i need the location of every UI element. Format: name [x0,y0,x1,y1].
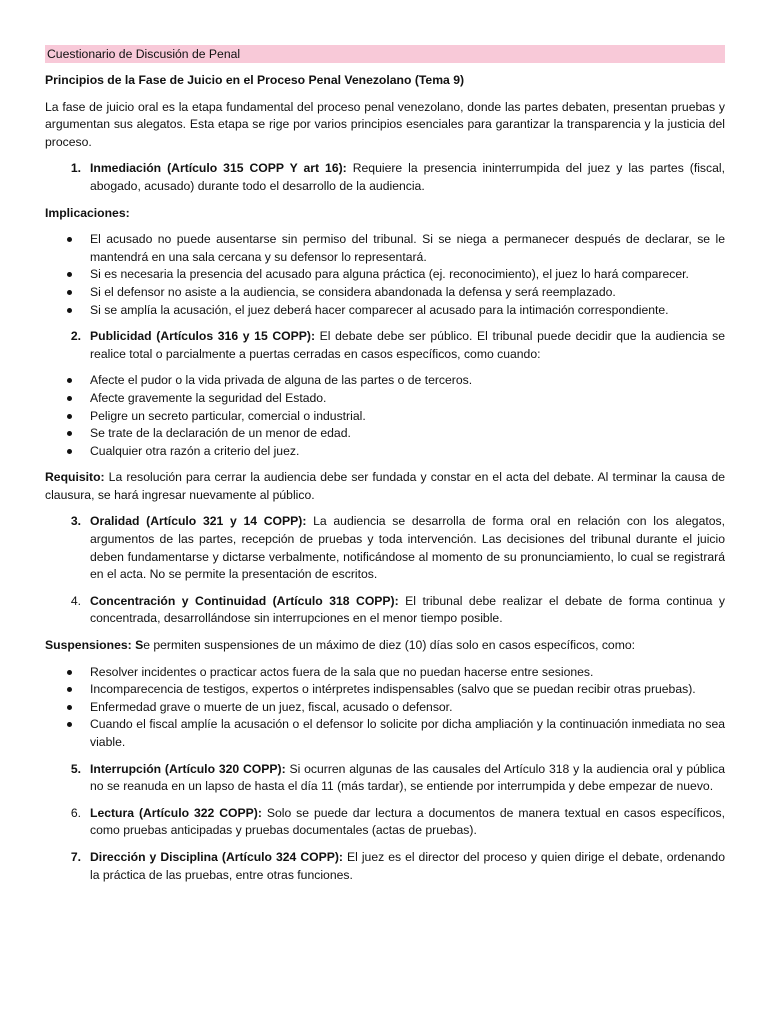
list-item: Si es necesaria la presencia del acusado para alguna práctica (ej. reconocimiento), el juez lo hará comparecer. [45,266,725,284]
bullet-icon [45,425,90,443]
item-text: Si ocurren algunas de las causales del Artículo 318 y la audiencia oral y pública no se reanuda en un lapso de hasta el día 11 (más tardar), se entiende por interrumpida y debe empezar de nuevo. [90,761,725,794]
item-text: Solo se puede dar lectura a documentos de manera textual en casos específicos, como pruebas anticipadas y pruebas documentales (actas de pruebas). [90,805,726,838]
list-item: Afecte gravemente la seguridad del Estado. [45,390,725,408]
document-title: Principios de la Fase de Juicio en el Proceso Penal Venezolano (Tema 9) [45,73,465,87]
bullet-icon [45,390,90,408]
bullet-icon [45,716,90,751]
item-number: 3. [70,514,81,529]
bullet-icon [45,284,90,302]
item-text: El tribunal debe realizar el debate de forma continua y concentrada, desarrollándose sin interrupciones en el menor tiempo posible. [90,593,725,626]
list-item: Cuando el fiscal amplíe la acusación o el defensor lo solicite por dicha ampliación y la continuación inmediata no sea viable. [45,716,725,751]
bullet-icon [45,372,90,390]
item-number: 6. [70,805,81,820]
list-item: Incomparecencia de testigos, expertos o intérpretes indispensables (salvo que se puedan recibir otras pruebas). [45,681,725,699]
list-item: Si se amplía la acusación, el juez deberá hacer comparecer al acusado para la intimación correspondiente. [45,302,725,320]
item-number: 1. [70,161,81,176]
principle-item-3 [45,513,725,583]
publicidad-list [45,372,725,460]
bullet-icon [45,443,90,461]
item-number: 7. [70,849,81,864]
document-page [45,45,725,893]
item-lead: Concentración y Continuidad (Artículo 318 COPP): [90,593,399,608]
principle-item-4 [45,593,725,628]
suspensiones-paragraph: Suspensiones: Se permiten suspensiones de un máximo de diez (10) días solo en casos específicos, como: [45,638,636,653]
bullet-icon [45,699,90,717]
suspensiones-list [45,664,725,752]
item-lead: Publicidad (Artículos 316 y 15 COPP): [90,329,316,344]
bullet-icon [45,408,90,426]
list-item: Cualquier otra razón a criterio del juez. [45,443,725,461]
list-item: Enfermedad grave o muerte de un juez, fiscal, acusado o defensor. [45,699,725,717]
list-item: Resolver incidentes o practicar actos fuera de la sala que no puedan hacerse entre sesiones. [45,664,725,682]
list-item: Afecte el pudor o la vida privada de alguna de las partes o de terceros. [45,372,725,390]
implicaciones-list [45,231,725,319]
item-number: 4. [70,593,81,608]
requisito-paragraph: Requisito: La resolución para cerrar la audiencia debe ser fundada y constar en el acta del debate. Al terminar la causa de clausura, se hará ingresar nuevamente al público. [45,470,725,502]
item-lead: Oralidad (Artículo 321 y 14 COPP): [90,514,307,529]
principle-item-5 [45,761,725,796]
item-text: La audiencia se desarrolla de forma oral en relación con los alegatos, argumentos de las partes, recepción de pruebas y toda intervención. Las decisiones del tribunal durante el juicio deben fundamentarse y dictarse verbalmente, notificándose al momento de su pronunciamiento, lo cual se registrará en el acta. No se permite la presentación de escritos. [90,514,726,582]
principle-item-7 [45,849,725,884]
document-banner [45,45,725,63]
principle-item-6 [45,805,725,840]
bullet-icon [45,266,90,284]
intro-paragraph: La fase de juicio oral es la etapa fundamental del proceso penal venezolano, donde las partes debaten, presentan pruebas y argumentan sus alegatos. Esta etapa se rige por varios principios esenciales para garantizar la transparencia y la justicia del proceso. [45,99,725,149]
list-item: El acusado no puede ausentarse sin permiso del tribunal. Si se niega a permanecer después de declarar, se le mantendrá en una sala cercana y su defensor lo representará. [45,231,725,266]
bullet-icon [45,664,90,682]
list-item: Se trate de la declaración de un menor de edad. [45,425,725,443]
item-number: 5. [70,761,81,776]
item-number: 2. [70,329,81,344]
principle-item-1 [45,160,725,195]
item-lead: Lectura (Artículo 322 COPP): [90,805,262,820]
item-lead: Dirección y Disciplina (Artículo 324 COPP): [90,849,343,864]
item-text: Requiere la presencia ininterrumpida del juez y las partes (fiscal, abogado, acusado) durante todo el desarrollo de la audiencia. [90,161,725,193]
bullet-icon [45,302,90,320]
bullet-icon [45,681,90,699]
item-lead: Interrupción (Artículo 320 COPP): [90,761,286,776]
item-lead: Inmediación (Artículo 315 COPP Y art 16): [90,161,347,176]
item-text: El debate debe ser público. El tribunal puede decidir que la audiencia se realice total o parcialmente a puertas cerradas en casos específicos, como cuando: [90,329,725,361]
list-item: Peligre un secreto particular, comercial o industrial. [45,408,725,426]
banner-text: Cuestionario de Discusión de Penal [47,47,241,61]
list-item: Si el defensor no asiste a la audiencia, se considera abandonada la defensa y será reemplazado. [45,284,725,302]
bullet-icon [45,231,90,266]
principle-item-2 [45,328,725,363]
item-text: El juez es el director del proceso y quien dirige el debate, ordenando la práctica de las pruebas, entre otras funciones. [90,849,725,882]
implicaciones-heading: Implicaciones: [45,205,130,220]
